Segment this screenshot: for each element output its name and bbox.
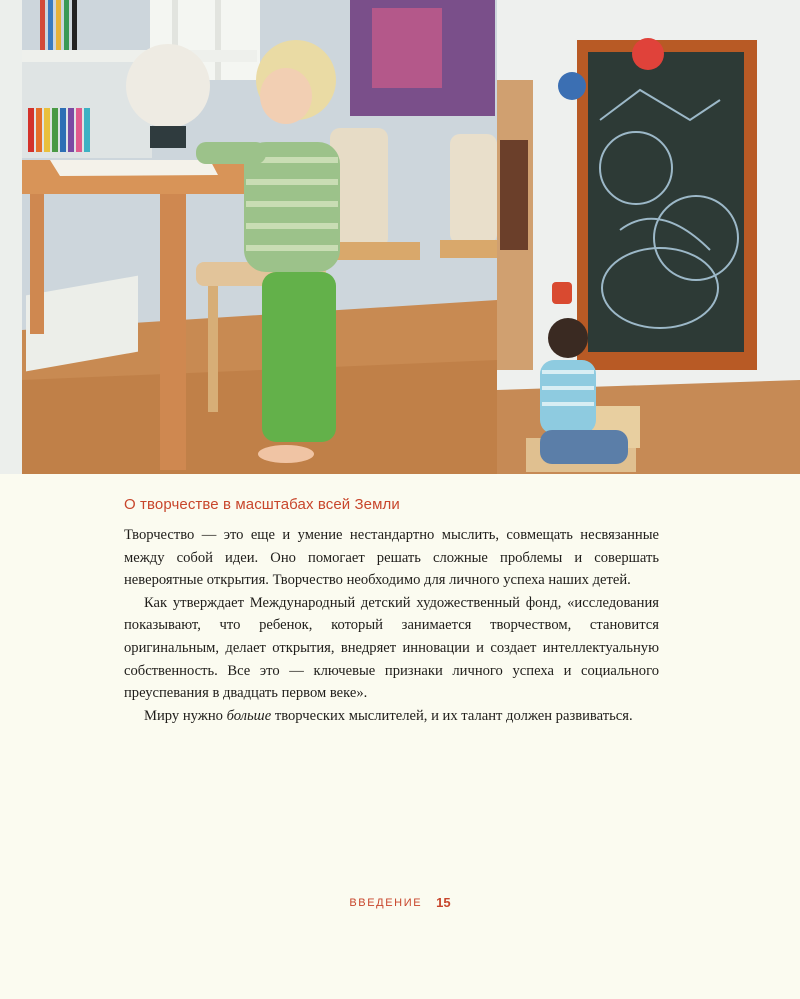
- photo-illustration: [0, 0, 800, 474]
- body-text: [124, 524, 659, 727]
- emphasis-text: больше: [226, 707, 272, 724]
- paragraph-text: творческих мыслителей, и их талант должен развиваться.: [271, 707, 633, 724]
- running-footer: [0, 894, 800, 909]
- page-number: 15: [436, 895, 451, 910]
- paragraph: Как утверждает Международный детский художественный фонд, «исследования показывают, что ребенок, который занимается творчеством, становится оригинальным, делает открытия, внедряет инновации и создает интеллектуальную собственность. Все это — ключевые признаки личного успеха и социального преуспевания в двадцать первом веке».: [124, 594, 659, 702]
- paragraph-text: Миру нужно: [144, 707, 227, 724]
- paragraph: Творчество — это еще и умение нестандартно мыслить, совмещать несвязанные между собой идеи. Оно помогает решать сложные проблемы и совершать невероятные открытия. Творчество необходимо для личного успеха наших детей.: [124, 527, 659, 589]
- section-heading: О творчестве в масштабах всей Земли: [124, 496, 400, 513]
- chapter-label: ВВЕДЕНИЕ: [349, 897, 423, 909]
- paragraph: [124, 705, 659, 728]
